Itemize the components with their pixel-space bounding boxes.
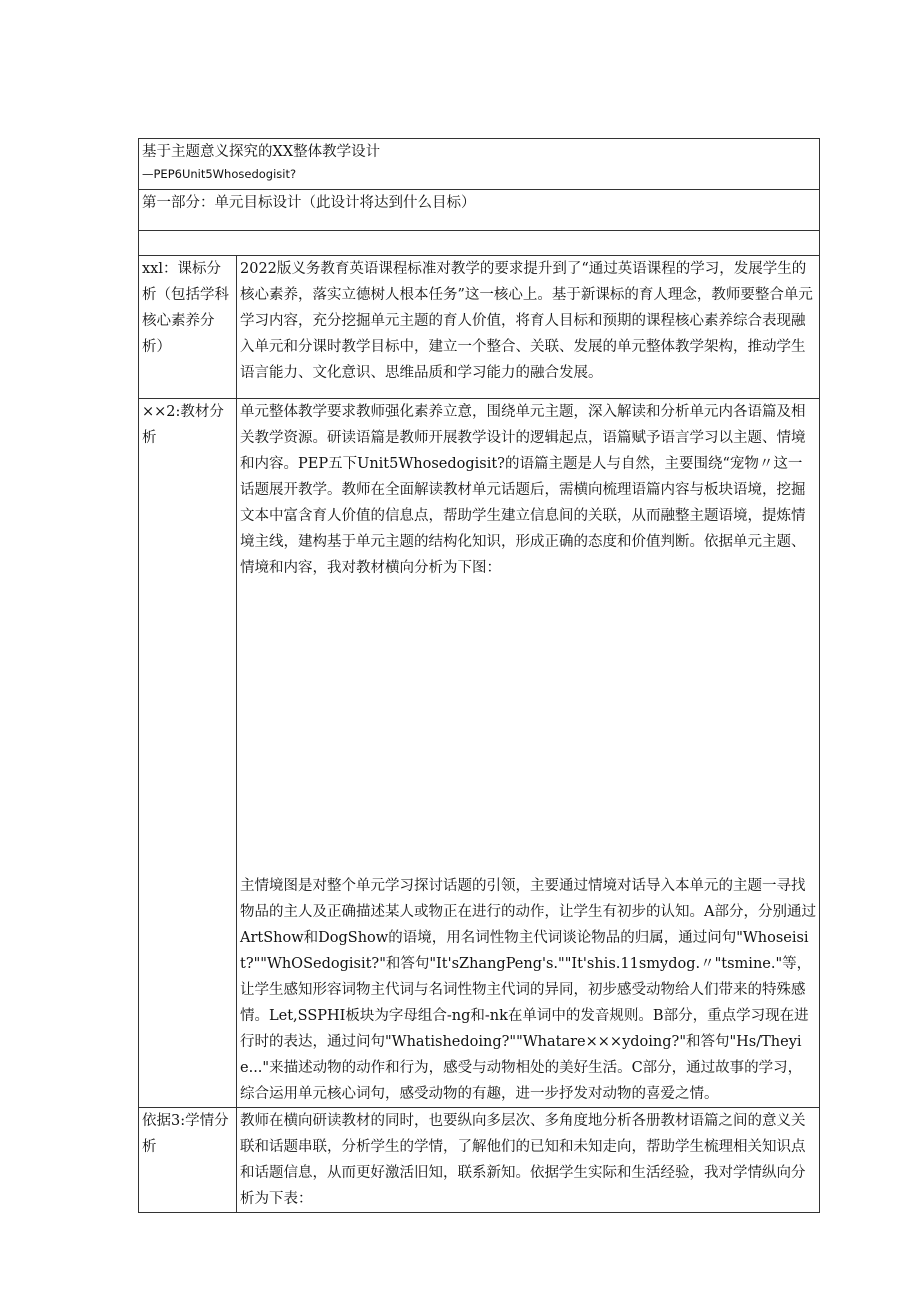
blank-row: [139, 231, 820, 256]
lesson-design-table: [138, 138, 820, 1213]
learner-analysis-row: [139, 1108, 820, 1213]
textbook-analysis-row: [139, 399, 820, 1108]
textbook-analysis-label: ××2:教材分析: [139, 399, 237, 1108]
title-row: [139, 139, 820, 190]
document-page: [138, 138, 819, 1213]
curriculum-standard-text: 2022版义务教育英语课程标准对教学的要求提升到了“通过英语课程的学习，发展学生的核心素养，落实立德树人根本任务”这一核心上。基于新课标的育人理念，教师要整合单元学习内容，充分挖掘单元主题的育人价值，将育人目标和预期的课程核心素养综合表现融入单元和分课时教学目标中，建立一个整合、关联、发展的单元整体教学架构，推动学生语言能力、文化意识、思维品质和学习能力的融合发展。: [237, 256, 820, 399]
document-title: 基于主题意义探究的XX整体教学设计: [142, 144, 381, 160]
figure-placeholder: [240, 581, 816, 873]
document-subtitle: —PEP6Unit5Whosedogisit?: [142, 167, 297, 181]
textbook-analysis-text-2: 主情境图是对整个单元学习探讨话题的引领，主要通过情境对话导入本单元的主题一寻找物品的主人及正确描述某人或物正在进行的动作，让学生有初步的认知。A部分，分别通过ArtShow和DogShow的语境，用名词性物主代词谈论物品的归属，通过问句"Whoseisit?""WhOSedogisit?"和答句"It'sZhangPeng's.""It'shis.11smydog.〃"tsmine."等，让学生感知形容词物主代词与名词性物主代词的异同，初步感受动物给人们带来的特殊感情。Let,SSPHI板块为字母组合-ng和-nk在单词中的发音规则。B部分，重点学习现在进行时的表达，通过问句"Whatishedoing?""Whatare×××ydoing?"和答句"Hs/Theyie..."来描述动物的动作和行为，感受与动物相处的美好生活。C部分，通过故事的学习，综合运用单元核心词句，感受动物的有趣，进一步抒发对动物的喜爱之情。: [240, 878, 816, 1102]
part1-heading-cell: 第一部分：单元目标设计（此设计将达到什么目标）: [139, 190, 820, 231]
curriculum-standard-label: xxl：课标分析（包括学科核心素养分析）: [139, 256, 237, 399]
learner-analysis-label: 依据3:学情分析: [139, 1108, 237, 1213]
textbook-analysis-text-1: 单元整体教学要求教师强化素养立意，围绕单元主题，深入解读和分析单元内各语篇及相关教学资源。研读语篇是教师开展教学设计的逻辑起点，语篇赋予语言学习以主题、情境和内容。PEP五下Unit5Whosedogisit?的语篇主题是人与自然，主要围绕“宠物〃这一话题展开教学。教师在全面解读教材单元话题后，需横向梳理语篇内容与板块语境，挖掘文本中富含育人价值的信息点，帮助学生建立信息间的关联，从而融整主题语境，提炼情境主线，建构基于单元主题的结构化知识，形成正确的态度和价值判断。依据单元主题、情境和内容，我对教材横向分析为下图：: [240, 404, 806, 576]
title-cell: [139, 139, 820, 190]
blank-cell: [139, 231, 820, 256]
textbook-analysis-cell: [237, 399, 820, 1108]
learner-analysis-text: 教师在横向研读教材的同时，也要纵向多层次、多角度地分析各册教材语篇之间的意义关联和话题串联，分析学生的学情，了解他们的已知和未知走向，帮助学生梳理相关知识点和话题信息，从而更好激活旧知，联系新知。依据学生实际和生活经验，我对学情纵向分析为下表：: [237, 1108, 820, 1213]
part1-heading-row: [139, 190, 820, 231]
curriculum-standard-row: [139, 256, 820, 399]
